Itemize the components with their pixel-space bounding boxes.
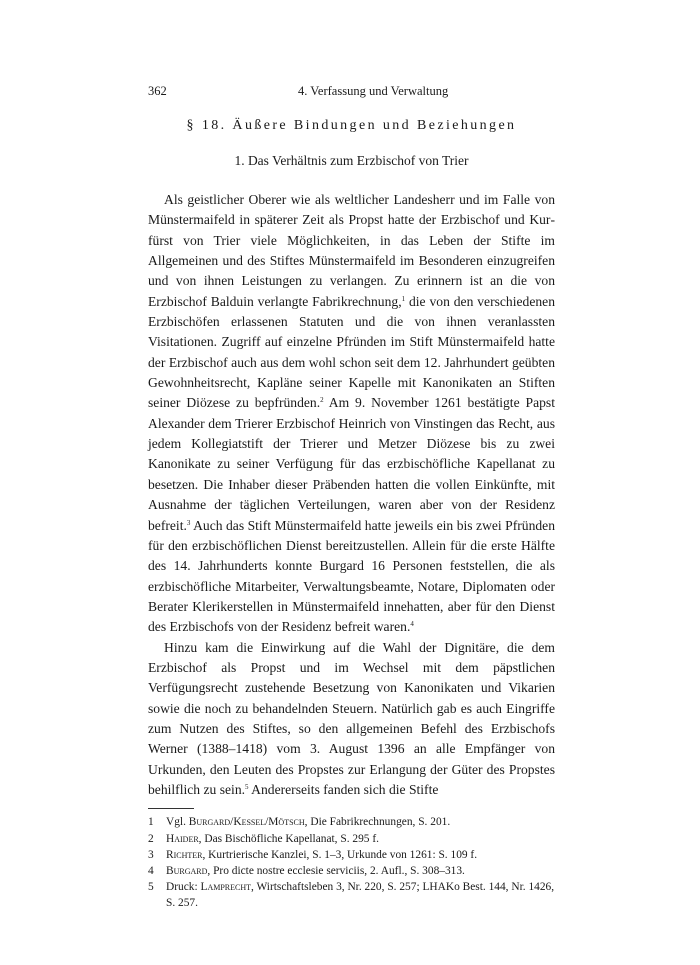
footnote-author: Haider <box>166 832 199 845</box>
footnote-citation: , Wirtschaftsleben 3, Nr. 220, S. 257; LHAKo Best. 144, Nr. 1426, S. 257. <box>166 881 555 910</box>
footnote-author: Burgard <box>166 864 208 877</box>
section-heading: § 18. Äußere Bindungen und Beziehungen <box>186 118 517 133</box>
paragraph-2-text-a: Hinzu kam die Einwirkung auf die Wahl der Dignitäre, die dem Erzbischof als Propst und im Wechsel mit dem päpstlichen Verfügungsrecht zustehende Besetzung von Kanonikaten und Vikarien sowie die noch zu behandelnden Steuern. Natürlich gab es auch Eingriffe zum Nutzen des Stiftes, so den allgemeinen Befehl des Erzbischofs Werner (1388–1418) vom 3. August 1396 an alle Empfänger von Urkunden, den Leuten des Propstes zur Erlangung der Güter des Propstes behilflich zu sein. <box>148 639 555 797</box>
footnote-text <box>166 879 555 911</box>
footnote-5 <box>148 879 555 911</box>
footnote-ref-5[interactable]: 5 <box>245 782 249 791</box>
paragraph-1-text-b: die von den verschiedenen Erzbischöfen erlassenen Statuten und die von ihnen veranlassten Visitationen. Zugriff auf einzelne Pfründen im Stift Münstermaifeld hatte der Erzbischof auch aus dem wohl schon seit dem 12. Jahrhundert geübten Gewohnheitsrecht, Kapläne seiner Kapelle mit Kanonikaten an Stiften seiner Diözese zu bepfründen. <box>148 293 555 411</box>
footnote-prefix: Druck: <box>166 881 201 894</box>
footnote-citation: , Das Bischöfliche Kapellanat, S. 295 f. <box>198 832 379 845</box>
footnote-text <box>166 831 555 847</box>
footnote-number: 3 <box>148 848 154 861</box>
footnote-2 <box>148 831 555 847</box>
paragraph-2-text-b: Andererseits fanden sich die Stifte <box>248 781 439 797</box>
footnote-author: Burgard/Kessel/Mötsch <box>188 816 305 829</box>
paragraph-1-text-d: Auch das Stift Münstermaifeld hatte jeweils ein bis zwei Pfründen für den erzbischöflichen Dienst bereitzustellen. Allein für die erste Hälfte des 14. Jahrhunderts konnte Burgard 16 Personen feststellen, die als erzbischöfliche Mitarbeiter, Verwaltungsbeamte, Notare, Diplomaten oder Berater Klerikerstellen in Münstermaifeld innehatten, aber für den Dienst des Erzbischofs von der Residenz befreit waren. <box>148 517 555 635</box>
running-title: 4. Verfassung und Verwaltung <box>298 84 449 98</box>
footnote-ref-1[interactable]: 1 <box>401 294 406 303</box>
footnote-author: Richter <box>166 848 203 861</box>
footnote-number: 2 <box>148 832 154 845</box>
footnote-ref-2[interactable]: 2 <box>320 396 324 405</box>
footnote-prefix: Vgl. <box>166 816 189 829</box>
body-text <box>148 190 555 800</box>
footnote-author: Lamprecht <box>200 881 252 894</box>
book-page <box>148 78 555 912</box>
paragraph-1 <box>148 190 555 638</box>
footnotes <box>148 814 555 911</box>
footnote-1 <box>148 814 555 830</box>
footnote-number: 1 <box>148 816 154 829</box>
footnote-ref-3[interactable]: 3 <box>186 518 191 527</box>
footnote-text <box>166 814 555 830</box>
paragraph-1-text-a: Als geistlicher Oberer wie als weltlicher Landesherr und im Falle von Münstermaifeld in späterer Zeit als Propst hatte der Erzbischof und Kurfürst von Trier viele Möglichkeiten, in das Leben der Stifte im Allgemeinen und des Stiftes Münstermaifeld im Besonderen einzugreifen und von ihnen Leistungen zu verlangen. Zu erinnern ist an die von Erzbischof Balduin verlangte Fabrikrechnung, <box>148 192 555 309</box>
footnote-text <box>166 863 555 879</box>
footnote-divider <box>148 808 194 809</box>
footnote-text <box>166 847 555 863</box>
footnote-citation: , Die Fabrikrechnungen, S. 201. <box>304 816 451 829</box>
page-number: 362 <box>148 84 167 98</box>
running-head <box>148 78 555 100</box>
footnote-citation: , Pro dicte nostre ecclesie serviciis, 2. Aufl., S. 308–313. <box>207 864 465 877</box>
footnote-number: 4 <box>148 864 154 877</box>
footnote-ref-4[interactable]: 4 <box>410 620 414 629</box>
footnote-3 <box>148 847 555 863</box>
paragraph-1-text-c: Am 9. November 1261 bestätigte Papst Alexander dem Trierer Erzbischof Heinrich von Vinstingen das Recht, aus jedem Kollegiatstift der Trierer und Metzer Diözese bis zu zwei Kanonikate zu seiner Verfügung für das erzbischöfliche Kapellanat zu besetzen. Die Inhaber dieser Präbenden hatten die vollen Einkünfte, mit Ausnahme der täglichen Verteilungen, waren aber von der Residenz befreit. <box>148 395 555 533</box>
paragraph-2 <box>148 638 555 801</box>
subsection-heading: 1. Das Verhältnis zum Erzbischof von Trier <box>234 153 469 168</box>
footnote-citation: , Kurtrierische Kanzlei, S. 1–3, Urkunde von 1261: S. 109 f. <box>202 848 478 861</box>
footnote-number: 5 <box>148 881 154 894</box>
footnote-4 <box>148 863 555 879</box>
